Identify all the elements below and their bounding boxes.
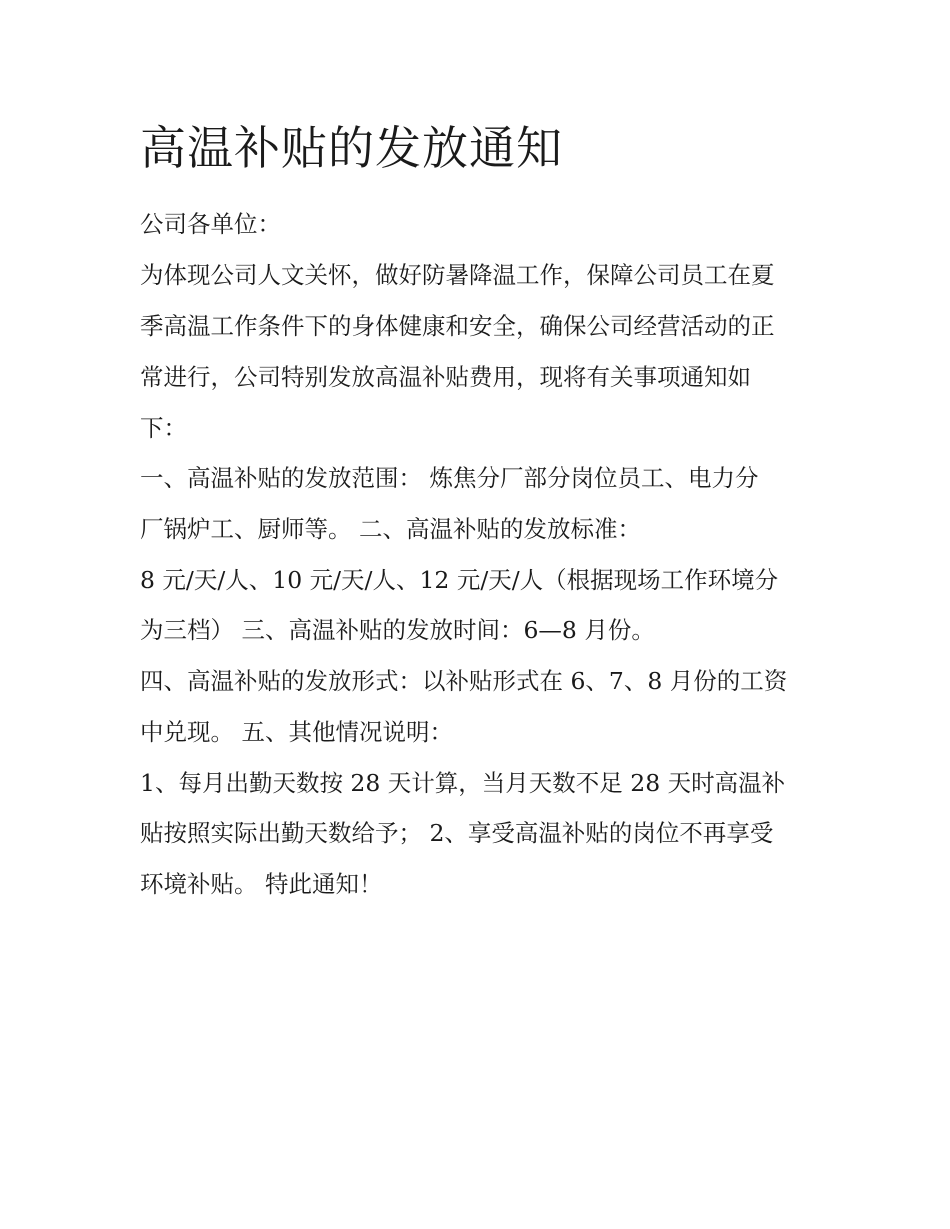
standard-line-2: 为三档） 三、高温补贴的发放时间：6—8 月份。 (140, 616, 655, 644)
form-line-1: 四、高温补贴的发放形式：以补贴形式在 6、7、8 月份的工资 (140, 667, 788, 695)
body-line-2: 季高温工作条件下的身体健康和安全，确保公司经营活动的正 (140, 312, 775, 340)
document-title: 高温补贴的发放通知 (140, 121, 563, 175)
closing-line: 环境补贴。 特此通知！ (140, 870, 383, 898)
form-line-2: 中兑现。 五、其他情况说明： (140, 718, 453, 746)
scope-line-1: 一、高温补贴的发放范围： 炼焦分厂部分岗位员工、电力分 (140, 464, 759, 492)
salutation-line: 公司各单位： (140, 210, 281, 238)
body-line-3: 常进行，公司特别发放高温补贴费用，现将有关事项通知如 (140, 363, 751, 391)
body-line-1: 为体现公司人文关怀，做好防暑降温工作，保障公司员工在夏 (140, 261, 775, 289)
other-line-1: 1、每月出勤天数按 28 天计算，当月天数不足 28 天时高温补 (140, 769, 786, 797)
scope-line-2: 厂锅炉工、厨师等。 二、高温补贴的发放标准： (140, 515, 641, 543)
other-line-2: 贴按照实际出勤天数给予； 2、享受高温补贴的岗位不再享受 (140, 819, 774, 847)
standard-line-1: 8 元/天/人、10 元/天/人、12 元/天/人（根据现场工作环境分 (140, 566, 779, 594)
body-line-4: 下： (140, 414, 187, 442)
